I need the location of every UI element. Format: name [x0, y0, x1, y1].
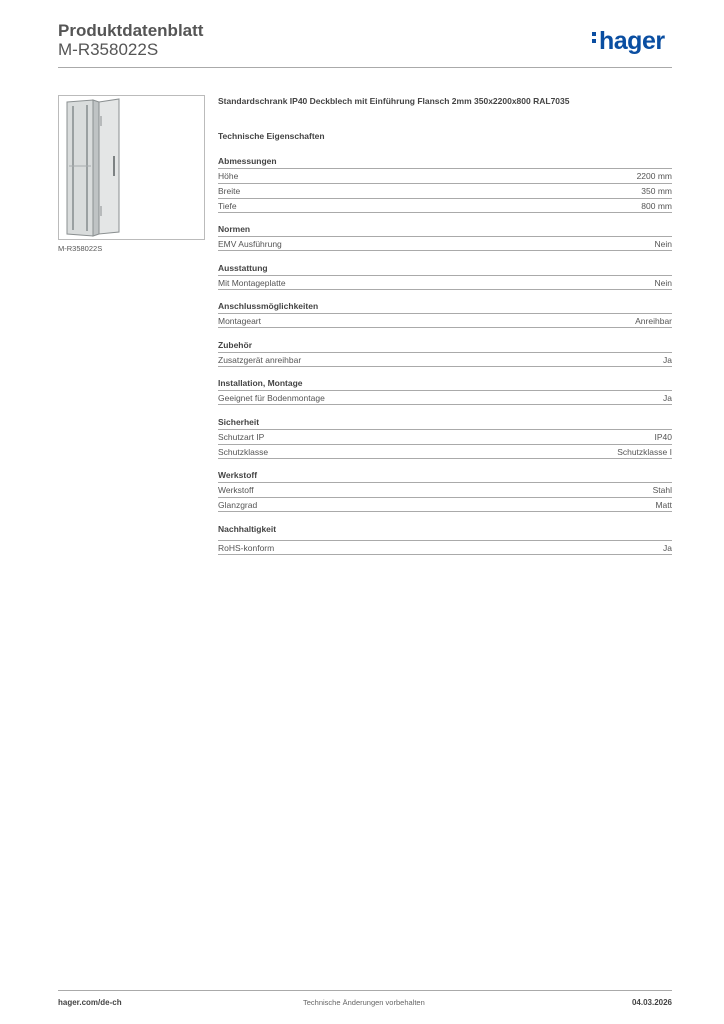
spec-label: Werkstoff [218, 485, 254, 495]
logo-text: hager [599, 27, 665, 55]
spec-row [218, 444, 672, 459]
spec-section [218, 156, 672, 213]
spec-section [218, 524, 672, 555]
section-title: Normen [218, 224, 251, 234]
footer-website: hager.com/de-ch [58, 998, 122, 1007]
spec-row [218, 390, 672, 405]
spec-value: 350 mm [641, 186, 672, 196]
spec-value: 800 mm [641, 201, 672, 211]
section-title: Anschlussmöglichkeiten [218, 301, 319, 311]
spec-row [218, 497, 672, 512]
product-name: Standardschrank IP40 Deckblech mit Einführung Flansch 2mm 350x2200x800 RAL7035 [218, 96, 570, 106]
spec-row [218, 168, 672, 183]
spec-row [218, 198, 672, 213]
spec-label: Breite [218, 186, 241, 196]
spec-value: 2200 mm [636, 171, 672, 181]
page-title: Produktdatenblatt [58, 21, 204, 40]
section-title: Installation, Montage [218, 378, 303, 388]
footer-note: Technische Änderungen vorbehalten [303, 998, 425, 1007]
spec-section [218, 301, 672, 328]
spec-row [218, 183, 672, 198]
spec-value: Nein [654, 239, 672, 249]
spec-value: Schutzklasse I [617, 447, 672, 457]
logo-dots-icon [592, 29, 596, 46]
product-code: M-R358022S [58, 40, 159, 59]
spec-value: Anreihbar [635, 316, 672, 326]
spec-label: Zusatzgerät anreihbar [218, 355, 302, 365]
section-title: Nachhaltigkeit [218, 524, 277, 534]
spec-label: Mit Montageplatte [218, 278, 286, 288]
header-divider [58, 67, 672, 68]
hager-logo [592, 27, 665, 56]
image-caption: M-R358022S [58, 244, 103, 253]
spec-label: RoHS-konform [218, 543, 275, 553]
spec-section [218, 378, 672, 405]
spec-label: Geeignet für Bodenmontage [218, 393, 325, 403]
footer-date: 04.03.2026 [631, 998, 672, 1007]
spec-row [218, 482, 672, 497]
spec-section [218, 340, 672, 367]
spec-label: Montageart [218, 316, 261, 326]
spec-label: Tiefe [218, 201, 237, 211]
spec-section [218, 263, 672, 290]
section-title: Zubehör [218, 340, 252, 350]
spec-label: EMV Ausführung [218, 239, 282, 249]
spec-section [218, 470, 672, 512]
spec-row [218, 236, 672, 251]
spec-value: IP40 [654, 432, 672, 442]
spec-label: Schutzklasse [218, 447, 269, 457]
spec-row [218, 313, 672, 328]
tech-properties-title: Technische Eigenschaften [218, 131, 325, 141]
spec-value: Ja [663, 393, 672, 403]
cabinet-image-icon [59, 96, 204, 239]
spec-value: Ja [663, 355, 672, 365]
spec-value: Nein [654, 278, 672, 288]
spec-section [218, 417, 672, 459]
section-title: Ausstattung [218, 263, 268, 273]
spec-section [218, 224, 672, 251]
spec-label: Schutzart IP [218, 432, 265, 442]
section-title: Abmessungen [218, 156, 277, 166]
spec-value: Matt [655, 500, 672, 510]
spec-label: Höhe [218, 171, 239, 181]
footer-divider [58, 990, 672, 991]
spec-value: Stahl [652, 485, 672, 495]
product-image [58, 95, 205, 240]
spec-row [218, 352, 672, 367]
section-title: Sicherheit [218, 417, 260, 427]
spec-label: Glanzgrad [218, 500, 258, 510]
spec-value: Ja [663, 543, 672, 553]
spec-row [218, 540, 672, 555]
spec-row [218, 275, 672, 290]
spec-row [218, 429, 672, 444]
section-title: Werkstoff [218, 470, 258, 480]
